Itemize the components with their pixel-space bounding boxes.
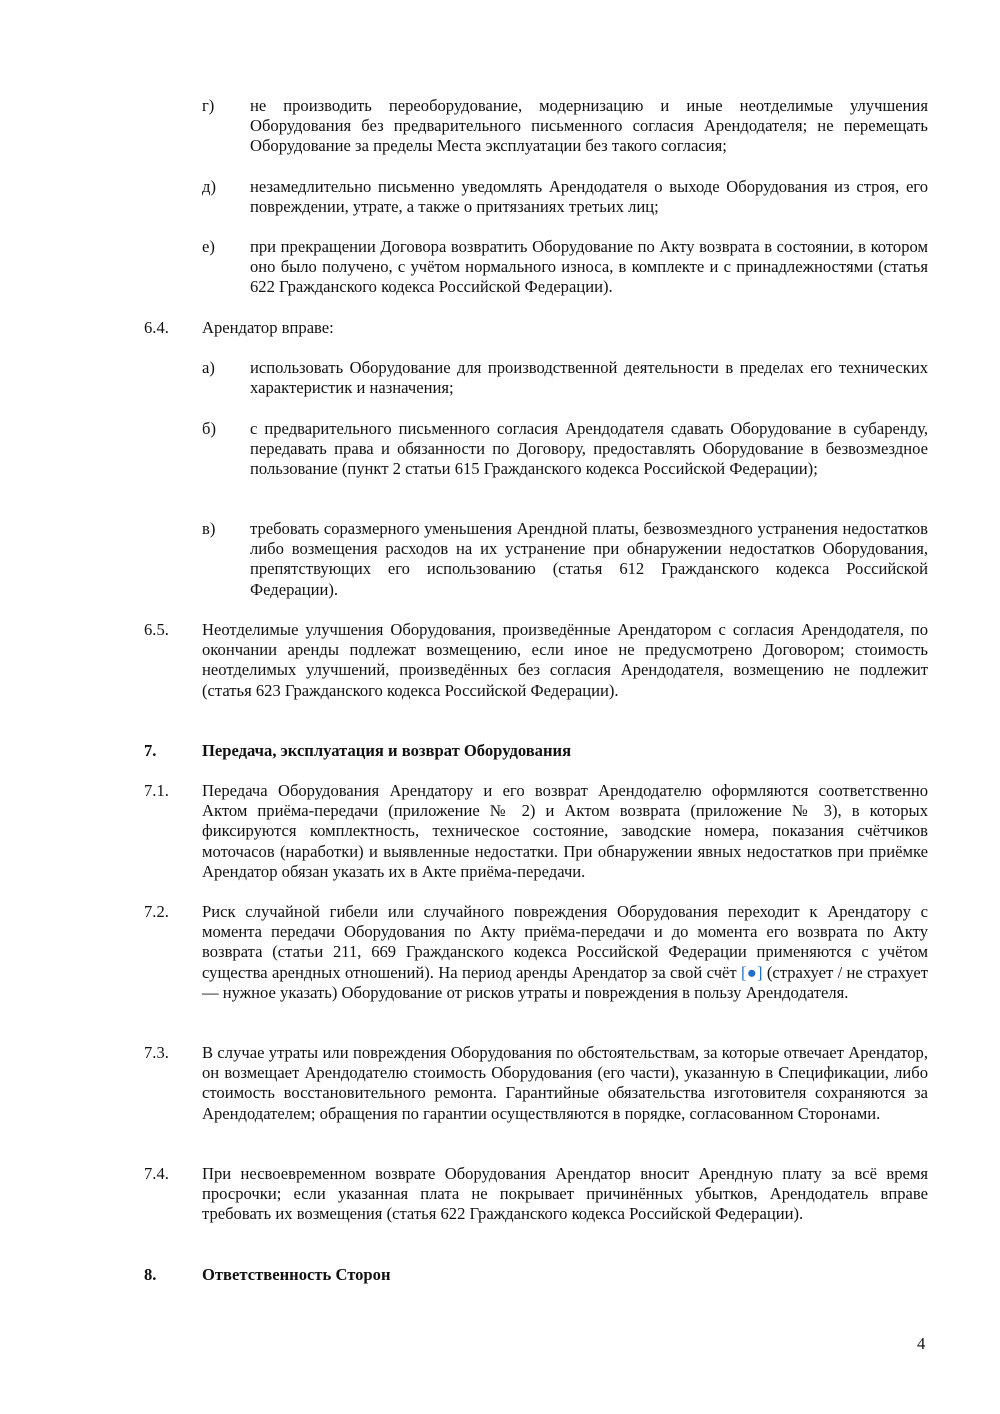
placeholder-mark[interactable]: [●] (741, 962, 763, 982)
clause-text: Арендатор вправе: (202, 318, 334, 337)
clause-text: Передача Оборудования Арендатору и его возврат Арендодателю оформляются соответственно Актом приёма-передачи (приложение № 2) и Актом возврата (приложение № 3), в которых фиксируются комплектность, техническое состояние, заводские номера, показания счётчиков моточасов (наработки) и выявленные недостатки. При обнаружении явных недостатков при приёмке Арендатор обязан указать их в Акте приёма-передачи. (202, 781, 928, 881)
clause-text: При несвоевременном возврате Оборудования Арендатор вносит Арендную плату за всё время просрочки; если указанная плата не покрывает причинённых убытков, Арендодатель вправе требовать их возмещения (статья 622 Гражданского кодекса Российской Федерации). (202, 1164, 928, 1224)
clause-number: 7.2. (144, 902, 169, 921)
subitem-marker: д) (202, 177, 216, 196)
section-number: 8. (144, 1265, 157, 1284)
clause-text (202, 902, 928, 1003)
clause-number: 6.4. (144, 318, 169, 337)
clause-number: 7.1. (144, 781, 169, 800)
subitem-marker: б) (202, 419, 216, 438)
subitem-marker: е) (202, 237, 215, 256)
subitem-text: с предварительного письменного согласия Арендодателя сдавать Оборудование в субаренду, передавать права и обязанности по Договору, предоставлять Оборудование в безвозмездное пользование (пункт 2 статьи 615 Гражданского кодекса Российской Федерации); (250, 419, 928, 479)
clause-number: 7.4. (144, 1164, 169, 1183)
subitem-text: при прекращении Договора возвратить Оборудование по Акту возврата в состоянии, в котором оно было получено, с учётом нормального износа, в комплекте и с принадлежностями (статья 622 Гражданского кодекса Российской Федерации). (250, 237, 928, 297)
subitem-text: требовать соразмерного уменьшения Арендной платы, безвозмездного устранения недостатков либо возмещения расходов на их устранение при обнаружении недостатков Оборудования, препятствующих его использованию (статья 612 Гражданского кодекса Российской Федерации). (250, 519, 928, 599)
subitem-text: незамедлительно письменно уведомлять Арендодателя о выходе Оборудования из строя, его повреждении, утрате, а также о притязаниях третьих лиц; (250, 177, 928, 217)
subitem-text: использовать Оборудование для производственной деятельности в пределах его технических характеристик и назначения; (250, 358, 928, 398)
subitem-marker: в) (202, 519, 216, 538)
clause-text: Неотделимые улучшения Оборудования, произведённые Арендатором с согласия Арендодателя, по окончании аренды подлежат возмещению, если иное не предусмотрено Договором; стоимость неотделимых улучшений, произведённых без согласия Арендодателя, возмещению не подлежит (статья 623 Гражданского кодекса Российской Федерации). (202, 620, 928, 700)
subitem-marker: а) (202, 358, 215, 377)
page-number: 4 (917, 1334, 926, 1353)
subitem-marker: г) (202, 96, 215, 115)
section-title: Ответственность Сторон (202, 1265, 391, 1284)
section-title: Передача, эксплуатация и возврат Оборудования (202, 741, 572, 760)
clause-number: 6.5. (144, 620, 169, 639)
clause-text-part: (страхует / не страхует — нужное указать) Оборудование от рисков утраты и повреждения в пользу Арендодателя. (202, 962, 928, 1002)
subitem-text: не производить переоборудование, модернизацию и иные неотделимые улучшения Оборудования без предварительного письменного согласия Арендодателя; не перемещать Оборудование за пределы Места эксплуатации без такого согласия; (250, 96, 928, 156)
clause-number: 7.3. (144, 1043, 169, 1062)
clause-text: В случае утраты или повреждения Оборудования по обстоятельствам, за которые отвечает Арендатор, он возмещает Арендодателю стоимость Оборудования (его части), указанную в Спецификации, либо стоимость восстановительного ремонта. Гарантийные обязательства изготовителя сохраняются за Арендодателем; обращения по гарантии осуществляются в порядке, согласованном Сторонами. (202, 1043, 928, 1123)
section-number: 7. (144, 741, 157, 760)
clause-text-part: Риск случайной гибели или случайного повреждения Оборудования переходит к Арендатору с момента передачи Оборудования по Акту приёма-передачи и до момента его возврата по Акту возврата (статьи 211, 669 Гражданского кодекса Российской Федерации применяются с учётом существа арендных отношений). На период аренды Арендатор за свой счёт (202, 902, 928, 982)
